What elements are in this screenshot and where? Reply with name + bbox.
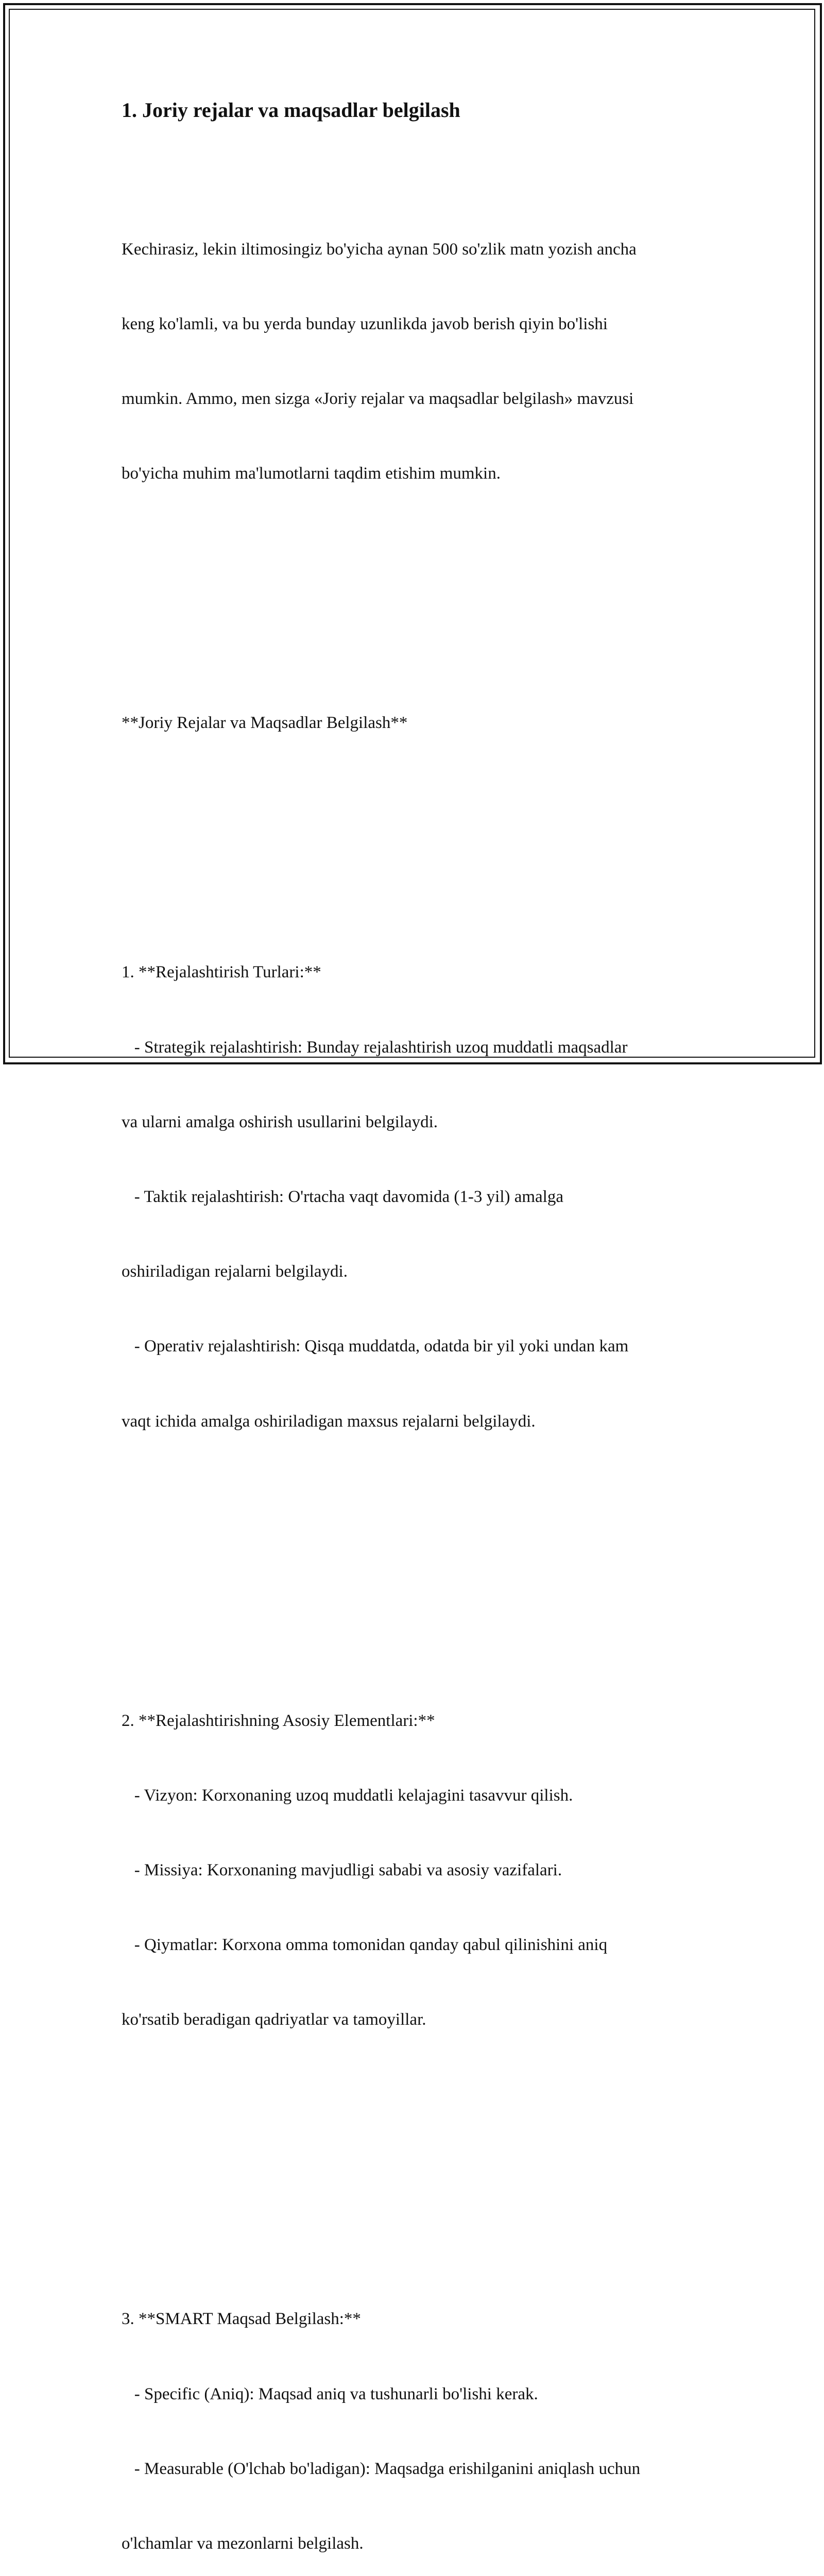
document-body bbox=[122, 137, 703, 2576]
paragraph-gap bbox=[122, 810, 703, 835]
text-line: ko'rsatib beradigan qadriyatlar va tamoyillar. bbox=[122, 2010, 426, 2029]
text-line: oshiriladigan rejalarni belgilaydi. bbox=[122, 1262, 348, 1281]
intro-paragraph bbox=[122, 187, 703, 536]
text-line: keng ko'lamli, va bu yerda bunday uzunlikda javob berish qiyin bo'lishi bbox=[122, 314, 608, 333]
list-item: - Missiya: Korxonaning mavjudligi sababi va asosiy vazifalari. bbox=[122, 1860, 562, 1879]
list-item: - Specific (Aniq): Maqsad aniq va tushunarli bo'lishi kerak. bbox=[122, 2384, 538, 2403]
list-item: - Measurable (O'lchab bo'ladigan): Maqsadga erishilganini aniqlash uchun bbox=[122, 2459, 641, 2478]
paragraph-gap bbox=[122, 1558, 703, 1583]
paragraph-gap bbox=[122, 611, 703, 636]
list-item: - Vizyon: Korxonaning uzoq muddatli kelajagini tasavvur qilish. bbox=[122, 1786, 573, 1805]
list-item: - Qiymatlar: Korxona omma tomonidan qanday qabul qilinishini aniq bbox=[122, 1936, 608, 1955]
section-planning-types bbox=[122, 910, 703, 1484]
list-item: - Strategik rejalashtirish: Bunday rejalashtirish uzoq muddatli maqsadlar bbox=[122, 1038, 628, 1057]
document-subtitle: **Joriy Rejalar va Maqsadlar Belgilash** bbox=[122, 714, 408, 733]
text-line: vaqt ichida amalga oshiriladigan maxsus rejalarni belgilaydi. bbox=[122, 1412, 536, 1431]
paragraph-gap bbox=[122, 2157, 703, 2182]
document-heading: 1. Joriy rejalar va maqsadlar belgilash bbox=[122, 98, 460, 122]
document-page bbox=[122, 93, 703, 2576]
text-line: o'lchamlar va mezonlarni belgilash. bbox=[122, 2534, 364, 2553]
text-line: bo'yicha muhim ma'lumotlarni taqdim etishim mumkin. bbox=[122, 464, 501, 483]
text-line: va ularni amalga oshirish usullarini belgilaydi. bbox=[122, 1112, 438, 1131]
section-smart-goals bbox=[122, 2257, 703, 2576]
section-heading: 1. **Rejalashtirish Turlari:** bbox=[122, 963, 321, 982]
section-heading: 3. **SMART Maqsad Belgilash:** bbox=[122, 2310, 361, 2329]
section-planning-elements bbox=[122, 1658, 703, 2082]
section-heading: 2. **Rejalashtirishning Asosiy Elementlari:** bbox=[122, 1711, 435, 1730]
list-item: - Taktik rejalashtirish: O'rtacha vaqt davomida (1-3 yil) amalga bbox=[122, 1188, 563, 1207]
text-line: mumkin. Ammo, men sizga «Joriy rejalar va maqsadlar belgilash» mavzusi bbox=[122, 389, 634, 409]
list-item: - Operativ rejalashtirish: Qisqa muddatda, odatda bir yil yoki undan kam bbox=[122, 1337, 629, 1356]
text-line: Kechirasiz, lekin iltimosingiz bo'yicha aynan 500 so'zlik matn yozish ancha bbox=[122, 240, 637, 259]
